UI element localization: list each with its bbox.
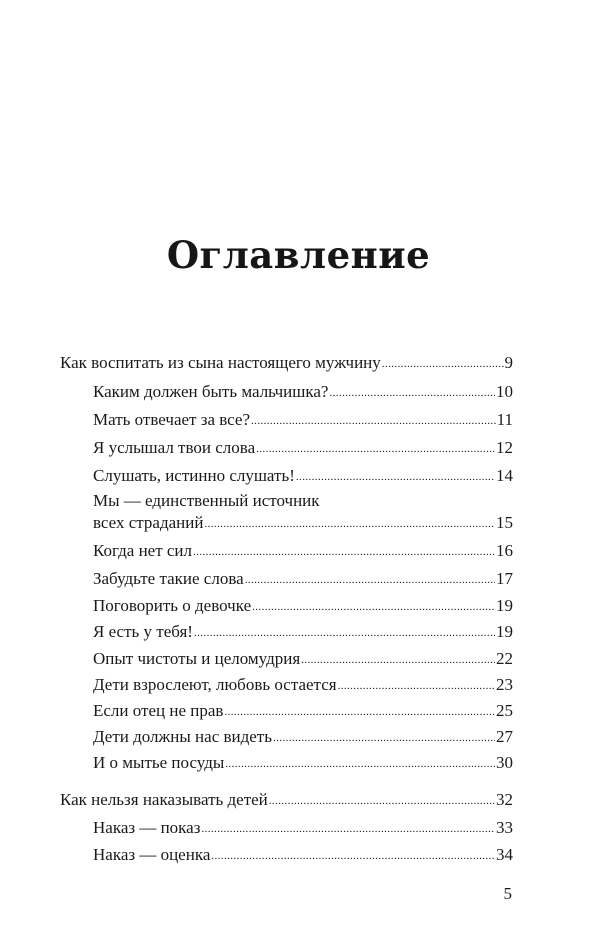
toc-entry[interactable] [93,466,513,488]
toc-entry-title: Как воспитать из сына настоящего мужчину [60,353,381,372]
toc-entry-page: 25 [496,701,513,720]
toc-entry-title: Дети должны нас видеть [93,727,272,746]
toc-entry-page: 11 [496,410,513,429]
toc-leader-dots [225,754,495,774]
toc-entry-page: 16 [496,541,513,560]
toc-entry-title: Я есть у тебя! [93,622,193,641]
toc-leader-dots [211,846,495,866]
toc-entry[interactable] [93,438,513,460]
toc-leader-dots [256,439,495,459]
toc-entry-page: 9 [504,353,513,372]
toc-entry-title: Мать отвечает за все? [93,410,251,429]
toc-entry-chapter[interactable] [60,353,513,375]
toc-entry-page: 19 [496,596,513,615]
toc-entry-page: 19 [496,622,513,641]
toc-entry-title: Я услышал твои слова [93,438,256,457]
toc-entry[interactable] [93,541,513,563]
toc-entry-page: 32 [496,790,513,809]
toc-entry-page: 15 [496,513,513,532]
toc-leader-dots [273,728,495,748]
toc-leader-dots [382,354,504,374]
toc-leader-dots [245,570,495,590]
toc-entry-chapter[interactable] [60,790,513,812]
toc-leader-dots [194,623,495,643]
toc-entry-page: 17 [496,569,513,588]
toc-entry[interactable] [93,818,513,840]
toc-entry-page: 27 [496,727,513,746]
toc-leader-dots [201,819,495,839]
toc-entry[interactable] [93,649,513,671]
toc-entry-page: 12 [496,438,513,457]
toc-leader-dots [252,597,495,617]
toc-entry-title: Наказ — оценка [93,845,211,864]
toc-leader-dots [269,791,495,811]
toc-entry-title: Когда нет сил [93,541,193,560]
toc-entry[interactable] [93,753,513,775]
toc-entry-page: 14 [496,466,513,485]
toc-entry-title: И о мытье посуды [93,753,225,772]
toc-entry-title: Забудьте такие слова [93,569,244,588]
toc-entry[interactable] [93,410,513,432]
toc-leader-dots [296,467,495,487]
toc-leader-dots [193,542,495,562]
toc-entry-title: Слушать, истинно слушать! [93,466,295,485]
toc-entry-page: 23 [496,675,513,694]
toc-entry-title: Каким должен быть мальчишка? [93,382,329,401]
toc-entry-title: Наказ — показ [93,818,201,837]
toc-leader-dots [338,676,495,696]
toc-entry[interactable] [93,513,513,535]
toc-entry-title: всех страданий [93,513,204,532]
toc-leader-dots [329,383,495,403]
toc-entry-page: 33 [496,818,513,837]
toc-entry-page: 22 [496,649,513,668]
toc-entry-title-first-line[interactable]: Мы — единственный источник [93,491,320,510]
toc-entry-page: 10 [496,382,513,401]
toc-entry-page: 34 [496,845,513,864]
page-title: Оглавление [166,233,431,277]
toc-entry[interactable] [93,596,513,618]
toc-leader-dots [251,411,496,431]
toc-entry[interactable] [93,845,513,867]
toc-entry-title: Дети взрослеют, любовь остается [93,675,337,694]
toc-entry-title: Поговорить о девочке [93,596,252,615]
page-number: 5 [503,884,512,903]
toc-leader-dots [204,514,495,534]
toc-entry[interactable] [93,569,513,591]
toc-entry[interactable] [93,727,513,749]
toc-entry-title: Как нельзя наказывать детей [60,790,268,809]
toc-entry-title: Если отец не прав [93,701,224,720]
toc-entry-page: 30 [496,753,513,772]
toc-entry[interactable] [93,701,513,723]
toc-entry[interactable] [93,622,513,644]
toc-entry[interactable] [93,675,513,697]
toc-leader-dots [224,702,495,722]
toc-entry[interactable] [93,382,513,404]
toc-entry-title: Опыт чистоты и целомудрия [93,649,301,668]
toc-leader-dots [301,650,495,670]
